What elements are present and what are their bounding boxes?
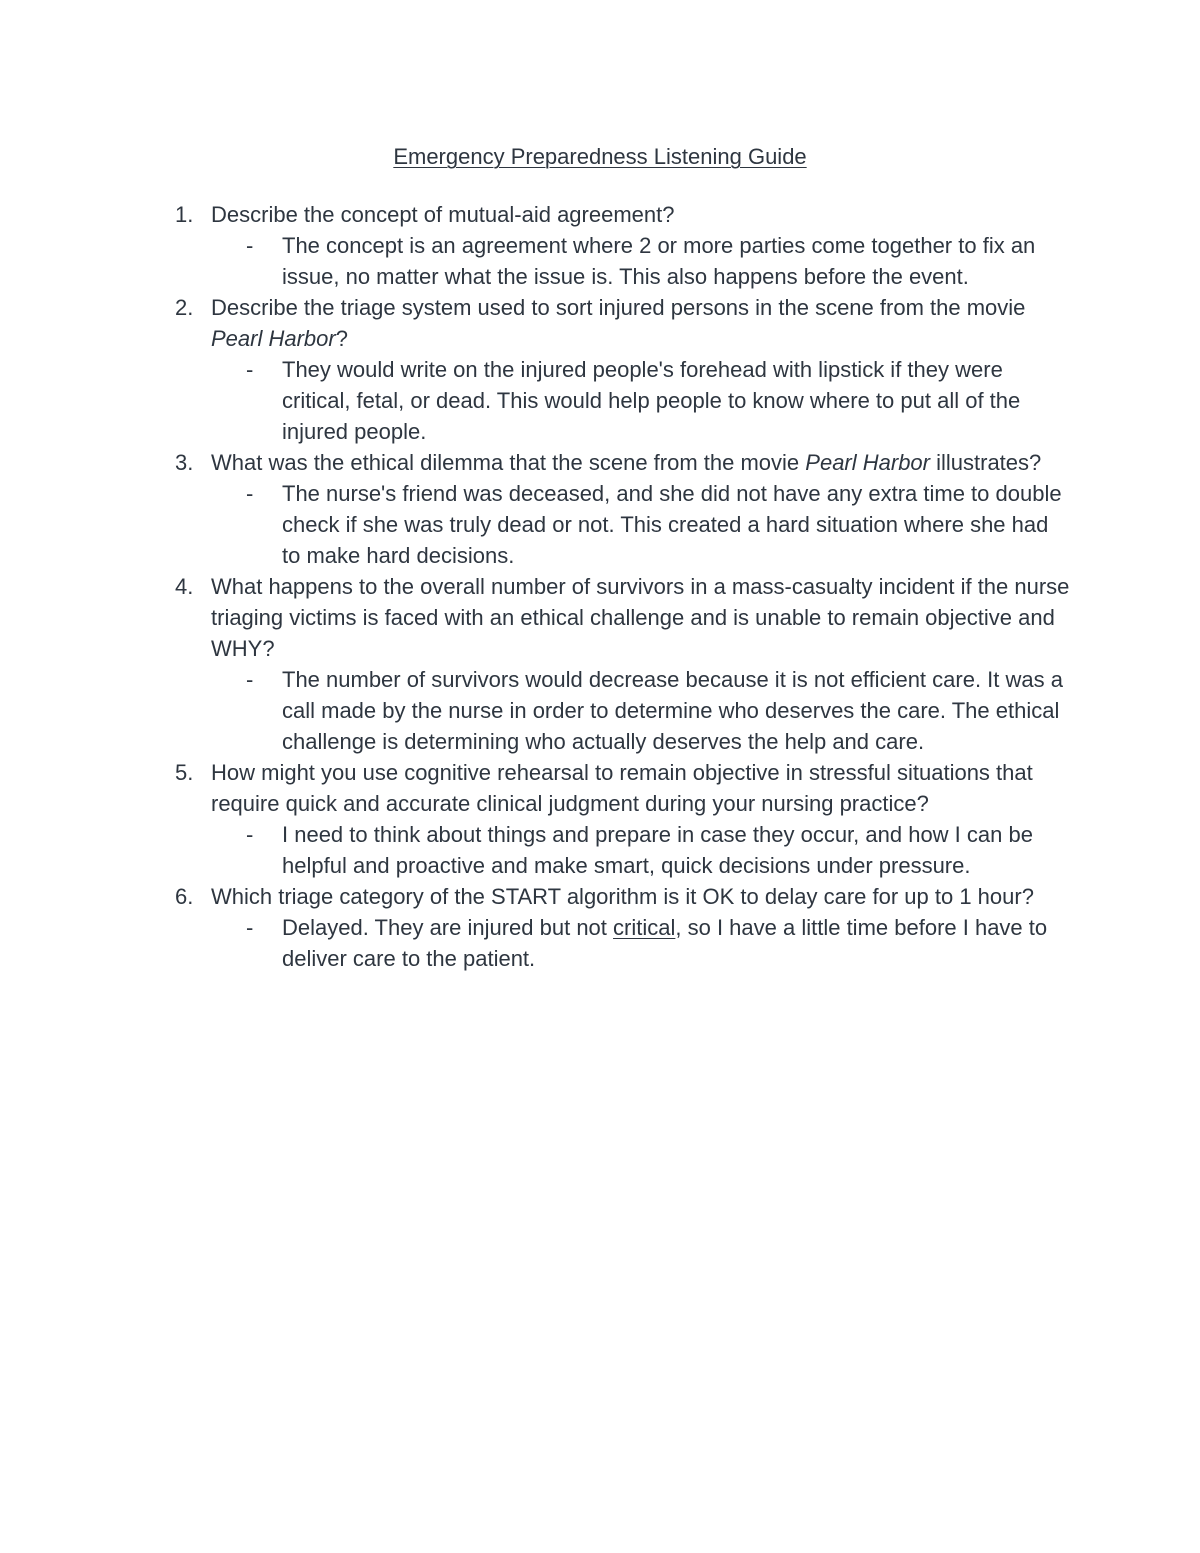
answer-dash: - xyxy=(246,481,254,506)
question-number: 6. xyxy=(175,884,194,909)
question-text: Describe the concept of mutual-aid agreement? xyxy=(211,202,675,227)
answer-6 xyxy=(0,912,1072,974)
answer-dash: - xyxy=(246,233,254,258)
question-text: What was the ethical dilemma that the scene from the movie xyxy=(211,450,806,475)
question-number: 3. xyxy=(175,450,194,475)
question-5 xyxy=(0,757,1071,819)
answer-2 xyxy=(0,354,1072,447)
question-number: 1. xyxy=(175,202,194,227)
question-3 xyxy=(0,447,1071,478)
question-6 xyxy=(0,881,1071,912)
question-4 xyxy=(0,571,1071,664)
question-1 xyxy=(0,199,1071,230)
answer-dash: - xyxy=(246,915,254,940)
answer-5 xyxy=(0,819,1072,881)
answer-text-end: , so I have a little time before I have to deliver care to the patient. xyxy=(282,915,1048,971)
answer-dash: - xyxy=(246,667,254,692)
question-list xyxy=(0,199,1200,974)
answer-text: They would write on the injured people's forehead with lipstick if they were critical, fetal, or dead. This would help people to know where to put all of the injured people. xyxy=(282,357,1021,444)
question-text: How might you use cognitive rehearsal to remain objective in stressful situations that require quick and accurate clinical judgment during your nursing practice? xyxy=(211,760,1033,816)
question-text: Which triage category of the START algorithm is it OK to delay care for up to 1 hour? xyxy=(211,884,1034,909)
answer-dash: - xyxy=(246,822,254,847)
question-number: 4. xyxy=(175,574,194,599)
answer-text: Delayed. They are injured but not xyxy=(282,915,614,940)
movie-title: Pearl Harbor xyxy=(805,450,930,475)
answer-text: I need to think about things and prepare in case they occur, and how I can be helpful and proactive and make smart, quick decisions under pressure. xyxy=(282,822,1033,878)
question-text: What happens to the overall number of survivors in a mass-casualty incident if the nurse triaging victims is faced with an ethical challenge and is unable to remain objective and WHY? xyxy=(211,574,1070,661)
answer-text: The concept is an agreement where 2 or more parties come together to fix an issue, no matter what the issue is. This also happens before the event. xyxy=(282,233,1036,289)
question-text-end: ? xyxy=(335,326,348,351)
question-number: 2. xyxy=(175,295,194,320)
question-text: Describe the triage system used to sort injured persons in the scene from the movie xyxy=(211,295,1026,320)
question-2 xyxy=(0,292,1071,354)
question-number: 5. xyxy=(175,760,194,785)
underlined-word: critical xyxy=(613,915,676,940)
answer-dash: - xyxy=(246,357,254,382)
answer-4 xyxy=(0,664,1072,757)
movie-title: Pearl Harbor xyxy=(211,326,336,351)
question-text-end: illustrates? xyxy=(930,450,1042,475)
answer-1 xyxy=(0,230,1072,292)
answer-3 xyxy=(0,478,1072,571)
document-title: Emergency Preparedness Listening Guide xyxy=(393,144,807,169)
answer-text: The nurse's friend was deceased, and she did not have any extra time to double check if she was truly dead or not. This created a hard situation where she had to make hard decisions. xyxy=(282,481,1062,568)
answer-text: The number of survivors would decrease because it is not efficient care. It was a call made by the nurse in order to determine who deserves the care. The ethical challenge is determining who actually deserves the help and care. xyxy=(282,667,1063,754)
